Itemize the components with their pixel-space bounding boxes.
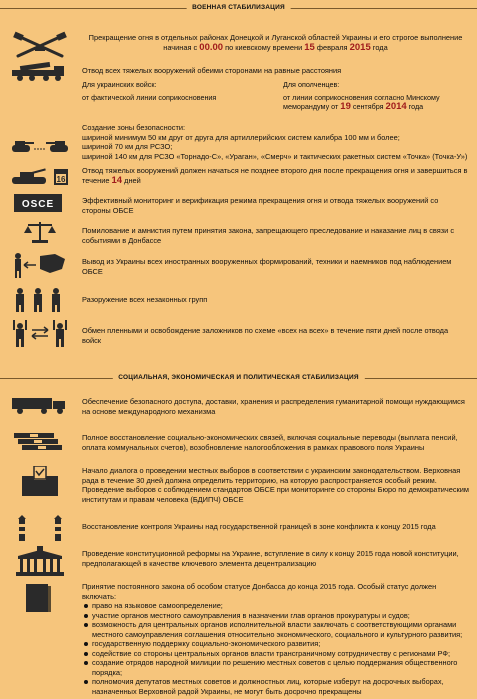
list-item: создание отрядов народной милиции по решению местных советов с целью поддержания общественного порядка; [82,658,469,677]
section-title: ВОЕННАЯ СТАБИЛИЗАЦИЯ [186,2,291,14]
truck-icon [10,396,70,414]
withdrawal-militia-year: 2014 [385,101,407,112]
tank-zone-icon [10,135,70,157]
withdrawal-militia-text-1: от линии соприкосновения согласно Минскому меморандуму от [283,92,440,111]
withdrawal-militia-head: Для ополченцев: [283,80,340,89]
humanitarian-text: Обеспечение безопасного доступа, доставки, хранения и распределения гуманитарной помощи нуждающимся на основе международного механизма [82,397,465,416]
crossed-rifles-icon [10,30,70,60]
list-item: полномочия депутатов местных советов и должностных лиц, которые изберут на досрочных выборах, назначенных Верховной радой Украины, не могут быть досрочно прекращены [82,677,469,696]
ceasefire-text-1: Прекращение огня в отдельных районах Донецкой и Луганской областей Украины и его строгое выполнение начиная с [88,33,463,52]
zone-line-2: шириной минимум 50 км друг от друга для артиллерийских систем калибра 100 мм и более; [82,132,400,142]
constitution-text: Проведение конституционной реформы на Украине, вступление в силу к концу 2015 года новой конституции, предполагающей в качестве ключевого элемента децентрализацию [82,549,459,568]
ceasefire-day: 15 [304,41,315,53]
withdrawal-militia-tail: года [406,102,424,111]
osce-logo [14,194,62,212]
ceasefire-text-4: года [370,42,388,52]
withdrawal-ukraine-head: Для украинских войск: [82,80,157,89]
heavy-days: 14 [111,174,123,186]
ceasefire-text-2: по киевскому времени [223,42,305,52]
list-item: право на языковое самоопределение; [82,601,469,611]
foreign-text: Вывод из Украины всех иностранных вооруженных формирований, техники и наемников под наблюдением ОБСЕ [82,257,452,276]
exchange-text: Обмен пленными и освобождение заложников по схеме «всех на всех» в течение пяти дней после отвода войск [82,326,449,345]
list-item: возможность для центральных органов исполнительной власти заключать с соответствующими органами местного самоуправления соглашения относительно экономического, социального и культурного развития; [82,620,469,639]
section-title: СОЦИАЛЬНАЯ, ЭКОНОМИЧЕСКАЯ И ПОЛИТИЧЕСКАЯ СТАБИЛИЗАЦИЯ [112,372,364,384]
section-header-social [0,372,477,384]
economy-text: Полное восстановление социально-экономических связей, включая социальные переводы (выплата пенсий, оплата коммунальных счетов), возобновление налогообложения в рамках правового поля Украины [82,433,458,452]
border-text: Восстановление контроля Украины над государственной границей в зоне конфликта к концу 2015 года [82,522,436,531]
withdrawal-ukraine [82,80,262,102]
status-block [82,582,469,696]
law-book-icon [24,584,54,612]
list-item: участие органов местного самоуправления в назначении глав органов прокуратуры и судов; [82,611,469,621]
list-item: содействие со стороны центральных органов власти трансграничному сотрудничеству с регионами РФ; [82,649,469,659]
status-intro: Принятие постоянного закона об особом статусе Донбасса до конца 2015 года. Особый статус должен включать: [82,582,437,601]
status-list [82,601,469,696]
section-header-military [0,2,477,14]
zone-line-4: шириной 140 км для РСЗО «Торнадо-С», «Ураган», «Смерч» и тактических ракетных систем «Точка» (Точка-У») [82,151,468,161]
ballot-box-icon [10,466,70,496]
missile-launcher-icon [10,62,70,82]
osce-logo-text: OSCE [21,199,55,210]
heavy-text [82,166,469,185]
withdrawal-heading: Отвод всех тяжелых вооружений обеими сторонами на равные расстояния [82,66,342,75]
list-item: государственную поддержку социально-экономического развития; [82,639,469,649]
withdrawal-ukraine-body: от фактической линии соприкосновения [82,92,217,102]
border-posts-icon [10,515,70,541]
disarm-figures-icon [10,286,70,312]
zone-line-1: Создание зоны безопасности: [82,123,186,132]
ceasefire-year: 2015 [349,41,371,53]
money-stack-icon [10,431,70,453]
heavy-text-1: Отвод тяжелых вооружений должен начаться не позднее второго дня после прекращения огня и завершиться в течение [82,166,468,185]
withdrawal-militia [283,80,463,112]
heavy-text-2: дней [122,175,141,185]
ceasefire-time: 00.00 [199,41,224,53]
artillery-calendar-icon [10,166,70,188]
osce-text: Эффективный мониторинг и верификация режима прекращения огня и отвода тяжелых вооружений со стороны ОБСЕ [82,196,439,215]
withdrawal-militia-day: 19 [340,101,351,112]
scales-icon [10,220,70,244]
elections-text: Начало диалога о проведении местных выборов в соответствии с украинским законодательством. Верховная рада в течение 30 дней должна определить территорию, на которую распространяется особый режим. Проведение выборов с соблюдением стандартов ОБСЕ при мониторинге со стороны Бюро по демократическим институтам и правам человека (БДИПЧ) ОБСЕ [82,466,469,504]
parliament-building-icon [10,546,70,576]
calendar-day: 16 [56,175,66,184]
withdrawal-militia-month: сентября [350,102,386,111]
prisoner-exchange-icon [10,318,70,348]
ceasefire-text [82,33,469,52]
soldiers-map-icon [10,251,70,279]
ceasefire-text-3: февраля [314,42,350,52]
amnesty-text: Помилование и амнистия путем принятия закона, запрещающего преследование и наказание лиц в связи с событиями в Донбассе [82,226,455,245]
zone-line-3: шириной 70 км для РСЗО; [82,142,173,151]
disarm-text: Разоружение всех незаконных групп [82,295,208,304]
zone-text [82,123,469,161]
withdrawal-militia-body [283,93,463,112]
